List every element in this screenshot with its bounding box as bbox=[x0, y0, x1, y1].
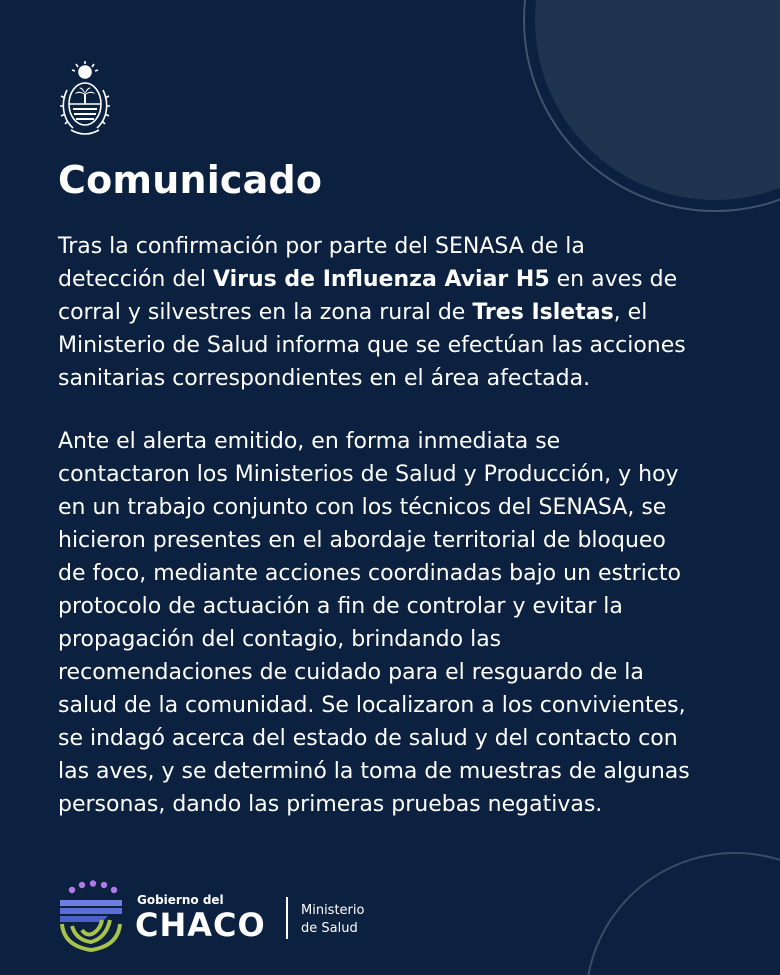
ministerio-label bbox=[301, 902, 364, 938]
ministerio-line: Ministerio bbox=[301, 903, 365, 918]
decorative-circle-bottom bbox=[585, 852, 780, 975]
paragraph-line: Ministerio de Salud informa que se efectúan las acciones bbox=[58, 333, 686, 358]
paragraph-line: contactaron los Ministerios de Salud y Producción, y hoy bbox=[58, 462, 679, 487]
paragraph-line: las aves, y se determinó la toma de muestras de algunas bbox=[58, 759, 690, 784]
highlight-virus: Virus de Influenza Aviar H5 bbox=[212, 267, 550, 292]
paragraph-line: hicieron presentes en el abordaje territorial de bloqueo bbox=[58, 528, 666, 553]
footer-divider bbox=[286, 897, 288, 939]
page-title: Comunicado bbox=[58, 158, 323, 202]
highlight-location: Tres Isletas bbox=[472, 300, 614, 325]
paragraph-line: salud de la comunidad. Se localizaron a los convivientes, bbox=[58, 693, 686, 718]
paragraph-line: Tras la confirmación por parte del SENASA de la bbox=[58, 234, 585, 259]
gobierno-label: Gobierno del bbox=[137, 893, 224, 907]
chaco-wordmark: CHACO bbox=[135, 906, 266, 944]
paragraph-line: personas, dando las primeras pruebas negativas. bbox=[58, 792, 603, 817]
paragraph-line: corral y silvestres en la zona rural de Tres Isletas, el bbox=[58, 300, 648, 325]
paragraph-line: protocolo de actuación a fin de controlar y evitar la bbox=[58, 594, 623, 619]
paragraph-line: de foco, mediante acciones coordinadas bajo un estricto bbox=[58, 561, 681, 586]
provincial-seal-icon bbox=[57, 60, 113, 142]
decorative-circle-top bbox=[535, 0, 780, 200]
paragraph-line: recomendaciones de cuidado para el resguardo de la bbox=[58, 660, 644, 685]
paragraph-line: Ante el alerta emitido, en forma inmediata se bbox=[58, 429, 561, 454]
paragraph-confirmation bbox=[58, 230, 748, 395]
paragraph-line: detección del Virus de Influenza Aviar H5 en aves de bbox=[58, 267, 678, 292]
paragraph-actions bbox=[58, 425, 748, 821]
ministerio-line: de Salud bbox=[301, 921, 358, 936]
paragraph-line: sanitarias correspondientes en el área afectada. bbox=[58, 366, 591, 391]
paragraph-line: se indagó acerca del estado de salud y del contacto con bbox=[58, 726, 678, 751]
paragraph-line: propagación del contagio, brindando las bbox=[58, 627, 502, 652]
gobierno-chaco-logo-icon bbox=[58, 880, 124, 952]
paragraph-line: en un trabajo conjunto con los técnicos del SENASA, se bbox=[58, 495, 667, 520]
